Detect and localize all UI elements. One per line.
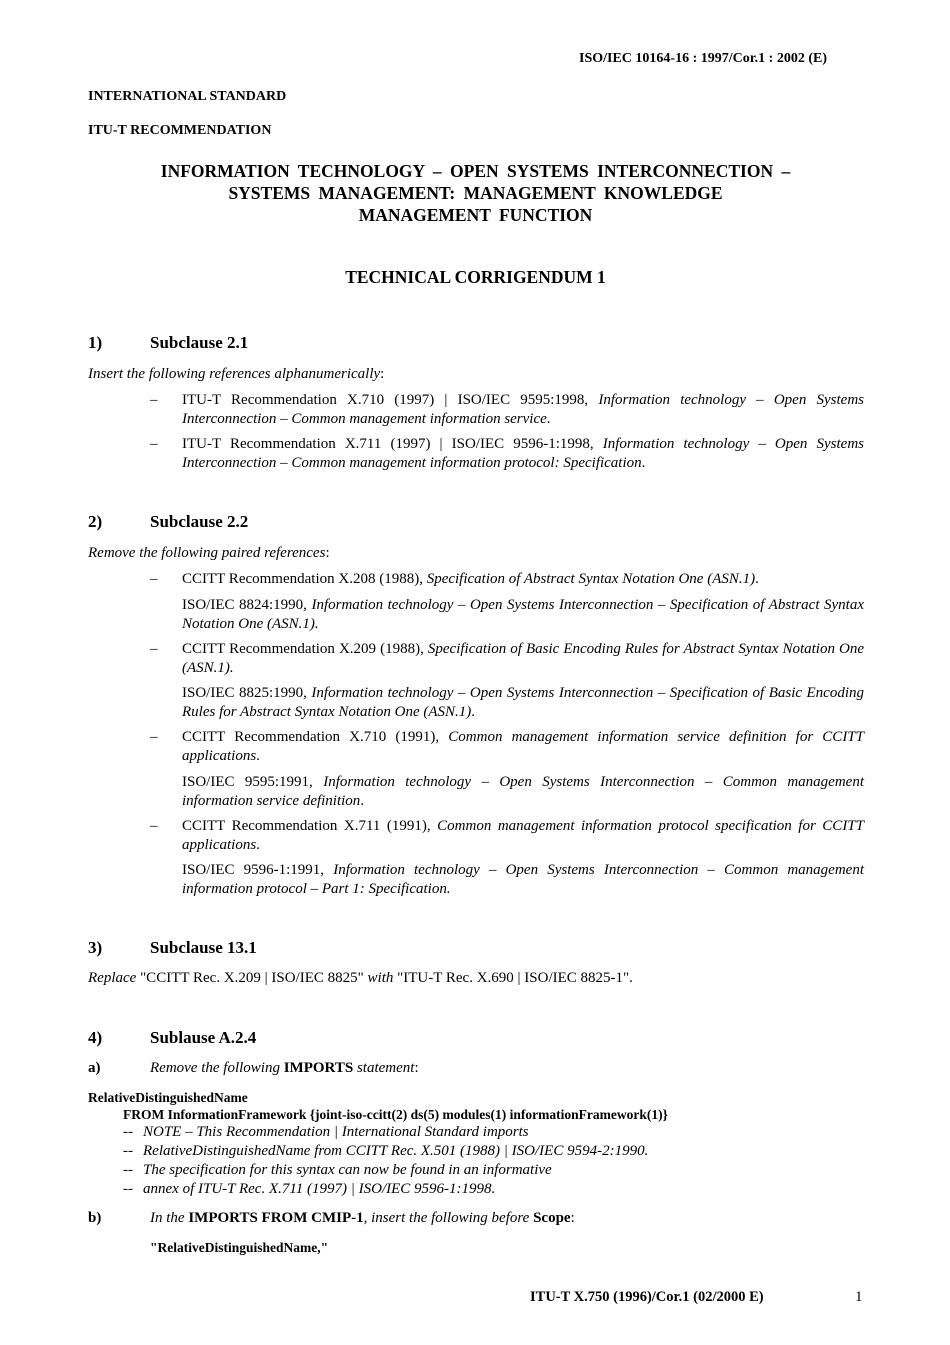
section-3-title: Subclause 13.1: [150, 938, 257, 957]
reference-item: – ITU-T Recommendation X.710 (1997) | ISO/IEC 9595:1998, Information technology – Open Systems Interconnection – Common management information service.: [150, 392, 864, 427]
insert-text: "RelativeDistinguishedName,": [150, 1240, 329, 1255]
section-2-title: Subclause 2.2: [150, 512, 249, 531]
list-dash: –: [150, 818, 158, 834]
item-a-instruction: Remove the following IMPORTS statement:: [150, 1060, 419, 1076]
paired-reference: ISO/IEC 9595:1991, Information technology – Open Systems Interconnection – Common management information service definition.: [182, 774, 864, 809]
code-comment: -- annex of ITU-T Rec. X.711 (1997) | ISO/IEC 9596-1:1998.: [123, 1181, 496, 1197]
paired-reference: ISO/IEC 9596-1:1991, Information technology – Open Systems Interconnection – Common management information protocol – Part 1: Specification.: [182, 862, 864, 897]
section-1-heading: [88, 333, 248, 353]
reference-item: – CCITT Recommendation X.710 (1991), Common management information service definition for CCITT applications.: [150, 729, 864, 764]
section-2-number: 2): [88, 512, 103, 531]
document-identifier: ISO/IEC 10164-16 : 1997/Cor.1 : 2002 (E): [579, 51, 827, 66]
title-line-3: MANAGEMENT FUNCTION: [358, 205, 593, 225]
document-title: [88, 160, 863, 226]
reference-item: – CCITT Recommendation X.711 (1991), Common management information protocol specification for CCITT applications.: [150, 818, 864, 853]
section-2-heading: [88, 512, 248, 532]
list-dash: –: [150, 571, 158, 587]
section-3-heading: [88, 938, 257, 958]
recommendation-type-label: ITU-T RECOMMENDATION: [88, 123, 272, 138]
paired-reference: ISO/IEC 8825:1990, Information technology – Open Systems Interconnection – Specification of Basic Encoding Rules for Abstract Syntax Notation One (ASN.1).: [182, 685, 864, 720]
code-from-clause: FROM InformationFramework {joint-iso-ccitt(2) ds(5) modules(1) informationFramework(1)}: [123, 1107, 668, 1122]
section-4-heading: [88, 1028, 256, 1048]
section-4-title: Sublause A.2.4: [150, 1028, 257, 1047]
section-3-instruction: Replace "CCITT Rec. X.209 | ISO/IEC 8825" with "ITU-T Rec. X.690 | ISO/IEC 8825-1".: [88, 970, 633, 986]
list-dash: –: [150, 436, 158, 452]
code-import-name: RelativeDistinguishedName: [88, 1090, 248, 1105]
section-3-number: 3): [88, 938, 103, 957]
standard-type-label: INTERNATIONAL STANDARD: [88, 89, 287, 104]
title-line-2: SYSTEMS MANAGEMENT: MANAGEMENT KNOWLEDGE: [228, 183, 723, 203]
code-comment: -- RelativeDistinguishedName from CCITT Rec. X.501 (1988) | ISO/IEC 9594-2:1990.: [123, 1143, 649, 1159]
title-line-1: INFORMATION TECHNOLOGY – OPEN SYSTEMS INTERCONNECTION –: [160, 161, 791, 181]
document-subtitle: TECHNICAL CORRIGENDUM 1: [345, 267, 606, 287]
code-comment: -- NOTE – This Recommendation | International Standard imports: [123, 1124, 529, 1140]
list-dash: –: [150, 641, 158, 657]
paired-reference: ISO/IEC 8824:1990, Information technology – Open Systems Interconnection – Specification of Abstract Syntax Notation One (ASN.1).: [182, 597, 864, 632]
reference-item: – CCITT Recommendation X.208 (1988), Specification of Abstract Syntax Notation One (ASN.1).: [150, 571, 759, 587]
section-1-number: 1): [88, 333, 103, 352]
list-dash: –: [150, 392, 158, 408]
reference-item: – ITU-T Recommendation X.711 (1997) | ISO/IEC 9596-1:1998, Information technology – Open Systems Interconnection – Common management information protocol: Specification.: [150, 436, 864, 471]
reference-item: – CCITT Recommendation X.209 (1988), Specification of Basic Encoding Rules for Abstract Syntax Notation One (ASN.1).: [150, 641, 864, 676]
item-a-label: a): [88, 1060, 101, 1076]
code-comment: -- The specification for this syntax can now be found in an informative: [123, 1162, 552, 1178]
page-number: 1: [855, 1289, 863, 1305]
section-2-instruction: Remove the following paired references:: [88, 545, 330, 561]
list-dash: –: [150, 729, 158, 745]
item-b-label: b): [88, 1210, 102, 1226]
item-b-instruction: In the IMPORTS FROM CMIP-1, insert the following before Scope:: [150, 1210, 575, 1226]
section-1-title: Subclause 2.1: [150, 333, 249, 352]
section-4-number: 4): [88, 1028, 103, 1047]
section-1-instruction: Insert the following references alphanumerically:: [88, 366, 385, 382]
footer-reference: ITU-T X.750 (1996)/Cor.1 (02/2000 E): [530, 1289, 764, 1305]
